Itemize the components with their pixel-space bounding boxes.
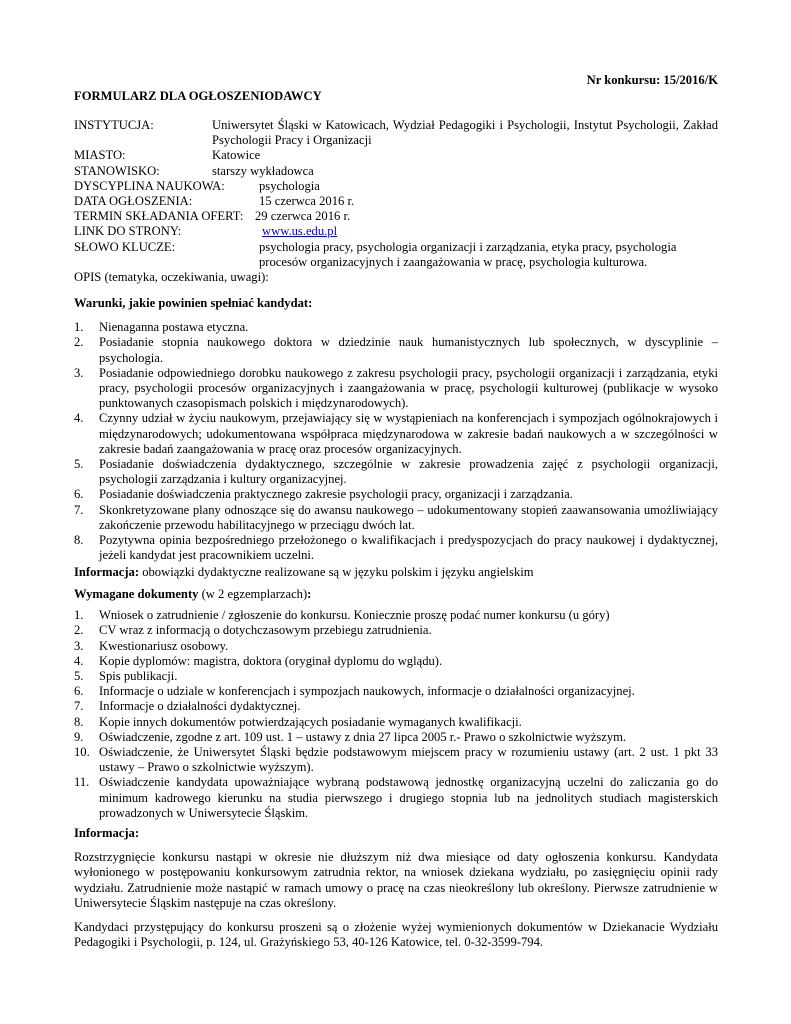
document-item xyxy=(74,775,718,821)
documents-list xyxy=(74,608,718,821)
requirement-item xyxy=(74,503,718,533)
document-item-text: Oświadczenie, zgodne z art. 109 ust. 1 – ustawy z dnia 27 lipca 2005 r.- Prawo o szkolnictwie wyższym. xyxy=(99,729,627,744)
document-item xyxy=(74,715,718,730)
link-row xyxy=(74,224,718,239)
document-item xyxy=(74,669,718,684)
requirement-item xyxy=(74,411,718,457)
deadline-label: TERMIN SKŁADANIA OFERT: xyxy=(74,209,244,224)
document-item xyxy=(74,623,718,638)
requirement-item-text: Skonkretyzowane plany odnoszące się do awansu naukowego – udokumentowany stopień zaawansowania umożliwiający zakończenie przewodu habilitacyjnego w przeciągu dwóch lat. xyxy=(99,502,718,532)
document-item xyxy=(74,745,718,775)
document-item-number: 6. xyxy=(74,684,84,699)
document-item-number: 11. xyxy=(74,775,90,790)
documents-heading-colon: : xyxy=(307,587,312,601)
requirement-item-text: Pozytywna opinia bezpośredniego przełożonego o kwalifikacjach i predyspozycjach do pracy naukowej i dydaktycznej, jeżeli kandydat jest pracownikiem uczelni. xyxy=(99,533,718,563)
document-item xyxy=(74,699,718,714)
final-info-paragraph-1: Rozstrzygnięcie konkursu nastąpi w okresie nie dłuższym niż dwa miesiące od daty ogłoszenia konkursu. Kandydata wyłonionego w postępowaniu konkursowym zatrudnia rektor, na wniosek dziekana wydziału, po zasięgnięciu opinii rady wydziału. Zatrudnienie może nastąpić w ramach umowy o pracę na czas nieokreślony lub określony. Pierwsze zatrudnienie w Uniwersytecie Śląskim następuje na czas określony. xyxy=(74,850,718,910)
document-item xyxy=(74,730,718,745)
discipline-value: psychologia xyxy=(259,178,320,193)
contest-number: Nr konkursu: 15/2016/K xyxy=(586,73,718,87)
city-row xyxy=(74,148,718,163)
requirement-item-text: Posiadanie doświadczenia praktycznego zakresie psychologii pracy, organizacji i zarządzania. xyxy=(99,487,573,502)
requirement-item-number: 6. xyxy=(74,487,84,502)
document-item-text: Informacje o udziale w konferencjach i sympozjach naukowych, informacje o działalności organizacyjnej. xyxy=(99,684,635,699)
info-language xyxy=(74,565,718,580)
requirement-item xyxy=(74,320,718,335)
requirement-item xyxy=(74,366,718,412)
requirement-item-text: Posiadanie doświadczenia dydaktycznego, szczególnie w zakresie prowadzenia zajęć z psychologii organizacji, psychologii zarządzania i kultury organizacyjnej. xyxy=(99,457,718,487)
final-info-section xyxy=(74,826,718,950)
requirement-item-number: 3. xyxy=(74,365,84,380)
info-language-text: obowiązki dydaktyczne realizowane są w języku polskim i języku angielskim xyxy=(139,565,534,579)
document-item-number: 3. xyxy=(74,638,84,653)
requirement-item-text: Posiadanie stopnia naukowego doktora w dziedzinie nauk humanistycznych lub społecznych, w dyscyplinie – psychologia. xyxy=(99,335,718,365)
position-label: STANOWISKO: xyxy=(74,163,160,178)
document-item-number: 2. xyxy=(74,623,84,638)
institution-label: INSTYTUCJA: xyxy=(74,118,154,132)
requirement-item-number: 7. xyxy=(74,502,84,517)
deadline-value: 29 czerwca 2016 r. xyxy=(255,209,351,224)
date-row xyxy=(74,194,718,209)
requirement-item-text: Posiadanie odpowiedniego dorobku naukowego z zakresu psychologii pracy, psychologii organizacji i zarządzania, etyki pracy, psychologii procesów organizacyjnych i zaangażowania w pracę, psychologii kulturowej (publikacje w wysoko punktowanych czasopismach polskich i międzynarodowych). xyxy=(99,365,718,411)
city-label: MIASTO: xyxy=(74,148,126,163)
document-item-text: Wniosek o zatrudnienie / zgłoszenie do konkursu. Koniecznie proszę podać numer konkursu (u góry) xyxy=(99,608,610,623)
document-item-text: Oświadczenie kandydata upoważniające wybraną podstawową jednostkę organizacyjną uczelni do zaliczania go do minimum kadrowego kierunku na studia pierwszego i drugiego stopnia lub na jednolitych studiach magisterskich prowadzonych w Uniwersytecie Śląskim. xyxy=(99,775,718,820)
documents-section xyxy=(74,587,718,821)
date-label: DATA OGŁOSZENIA: xyxy=(74,194,193,209)
final-info-heading: Informacja: xyxy=(74,826,140,840)
requirement-item-number: 5. xyxy=(74,457,84,472)
document-item-number: 1. xyxy=(74,608,84,623)
document-item-text: Informacje o działalności dydaktycznej. xyxy=(99,699,301,714)
documents-heading: Wymagane dokumenty xyxy=(74,587,199,601)
document-item-text: Oświadczenie, że Uniwersytet Śląski będzie podstawowym miejscem pracy w rozumieniu ustawy (art. 2 ust. 1 pkt 33 ustawy – Prawo o szkolnictwie wyższym). xyxy=(99,745,718,775)
requirement-item xyxy=(74,487,718,502)
requirements-list xyxy=(74,320,718,563)
form-title: FORMULARZ DLA OGŁOSZENIODAWCY xyxy=(74,89,322,103)
requirement-item xyxy=(74,533,718,563)
requirement-item-number: 2. xyxy=(74,335,84,350)
document-item-number: 4. xyxy=(74,653,84,668)
keywords-value: psychologia pracy, psychologia organizacji i zarządzania, etyka pracy, psychologia procesów organizacyjnych i zaangażowania w pracę, psychologia kulturowa. xyxy=(259,239,677,269)
document-item-text: Spis publikacji. xyxy=(99,669,178,684)
requirements-section xyxy=(74,296,718,563)
keywords-label: SŁOWO KLUCZE: xyxy=(74,239,176,254)
document-item-number: 7. xyxy=(74,699,84,714)
city-value: Katowice xyxy=(212,148,261,163)
institution-value: Uniwersytet Śląski w Katowicach, Wydział Pedagogiki i Psychologii, Instytut Psychologii, Zakład Psychologii Pracy i Organizacji xyxy=(212,118,718,148)
position-row xyxy=(74,164,718,179)
description-label: OPIS (tematyka, oczekiwania, uwagi): xyxy=(74,270,269,285)
requirement-item-number: 1. xyxy=(74,320,84,335)
discipline-label: DYSCYPLINA NAUKOWA: xyxy=(74,178,225,193)
requirement-item xyxy=(74,335,718,365)
document-item xyxy=(74,654,718,669)
document-item-text: CV wraz z informacją o dotychczasowym przebiegu zatrudnienia. xyxy=(99,623,432,638)
discipline-row xyxy=(74,179,718,194)
document-item-number: 9. xyxy=(74,729,84,744)
document-item-text: Kopie innych dokumentów potwierdzających posiadanie wymaganych kwalifikacji. xyxy=(99,714,522,729)
announcement-metadata xyxy=(74,118,718,285)
document-item xyxy=(74,608,718,623)
document-item-text: Kwestionariusz osobowy. xyxy=(99,638,229,653)
final-info-paragraph-2: Kandydaci przystępujący do konkursu proszeni są o złożenie wyżej wymienionych dokumentów w Dziekanacie Wydziału Pedagogiki i Psychologii, p. 124, ul. Grażyńskiego 53, 40-126 Katowice, tel. 0-32-3599-794. xyxy=(74,920,718,950)
document-item-text: Kopie dyplomów: magistra, doktora (oryginał dyplomu do wglądu). xyxy=(99,653,443,668)
requirement-item-number: 8. xyxy=(74,533,84,548)
document-item xyxy=(74,639,718,654)
description-row xyxy=(74,270,718,285)
position-value: starszy wykładowca xyxy=(212,163,314,178)
website-link[interactable]: www.us.edu.pl xyxy=(262,224,338,239)
document-item-number: 10. xyxy=(74,745,90,760)
requirements-heading: Warunki, jakie powinien spełniać kandydat: xyxy=(74,296,313,310)
deadline-row xyxy=(74,209,718,224)
requirement-item-text: Nienaganna postawa etyczna. xyxy=(99,320,249,335)
requirement-item-number: 4. xyxy=(74,411,84,426)
keywords-row xyxy=(74,240,718,270)
requirement-item xyxy=(74,457,718,487)
institution-row xyxy=(74,118,718,148)
requirement-item-text: Czynny udział w życiu naukowym, przejawiający się w wystąpieniach na konferencjach i sympozjach ogólnokrajowych i międzynarodowych; udokumentowana współpraca międzynarodowa w zakresie badań naukowych a w szczególności w zakresie badań zaangażowania w pracę oraz procesów organizacyjnych. xyxy=(99,411,718,456)
link-label: LINK DO STRONY: xyxy=(74,224,182,239)
document-item xyxy=(74,684,718,699)
document-item-number: 8. xyxy=(74,714,84,729)
info-language-label: Informacja: xyxy=(74,565,140,579)
documents-heading-note: (w 2 egzemplarzach) xyxy=(198,587,308,601)
date-value: 15 czerwca 2016 r. xyxy=(259,194,355,209)
document-item-number: 5. xyxy=(74,669,84,684)
